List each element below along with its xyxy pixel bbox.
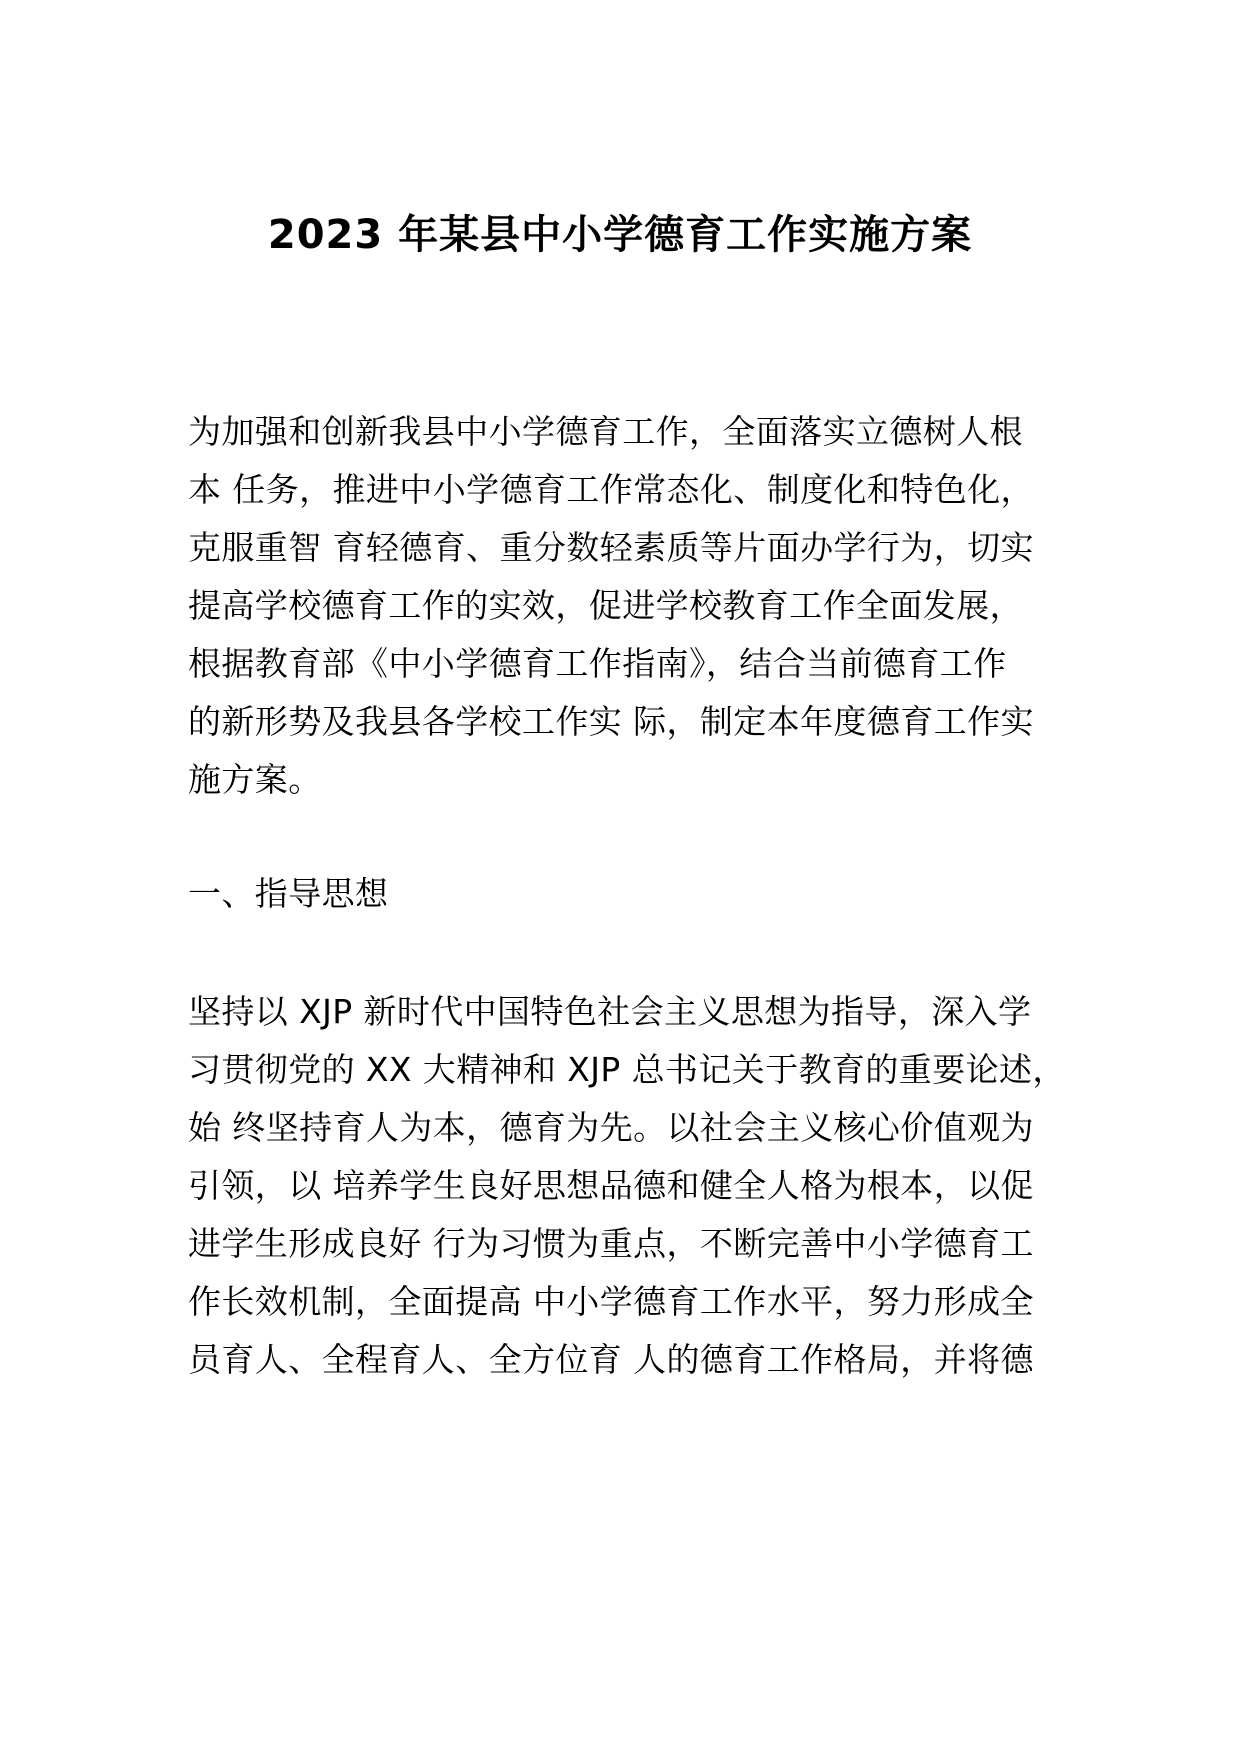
section-heading: 一、指导思想 [188,874,389,913]
section-line: 引领，以 培养学生良好思想品德和健全人格为根本，以促 [188,1166,1034,1205]
document-title: 2023 年某县中小学德育工作实施方案 [267,212,973,258]
section-line: 始 终坚持育人为本，德育为先。以社会主义核心价值观为 [188,1108,1034,1147]
intro-line: 的新形势及我县各学校工作实 际，制定本年度德育工作实 [188,702,1034,741]
section-line: 进学生形成良好 行为习惯为重点，不断完善中小学德育工 [188,1224,1034,1263]
intro-line: 本 任务，推进中小学德育工作常态化、制度化和特色化， [188,470,1034,509]
section-line: 作长效机制，全面提高 中小学德育工作水平，努力形成全 [188,1282,1034,1321]
intro-line: 克服重智 育轻德育、重分数轻素质等片面办学行为，切实 [188,528,1034,567]
intro-line: 施方案。 [188,760,322,799]
intro-line: 提高学校德育工作的实效，促进学校教育工作全面发展， [188,586,1023,625]
intro-line: 根据教育部《中小学德育工作指南》，结合当前德育工作 [188,644,1007,683]
section-line: 坚持以 XJP 新时代中国特色社会主义思想为指导，深入学 [188,992,1032,1031]
section-line: 员育人、全程育人、全方位育 人的德育工作格局，并将德 [188,1340,1034,1379]
section-line: 习贯彻党的 XX 大精神和 XJP 总书记关于教育的重要论述， [188,1050,1066,1089]
intro-line: 为加强和创新我县中小学德育工作，全面落实立德树人根 [188,412,1023,451]
